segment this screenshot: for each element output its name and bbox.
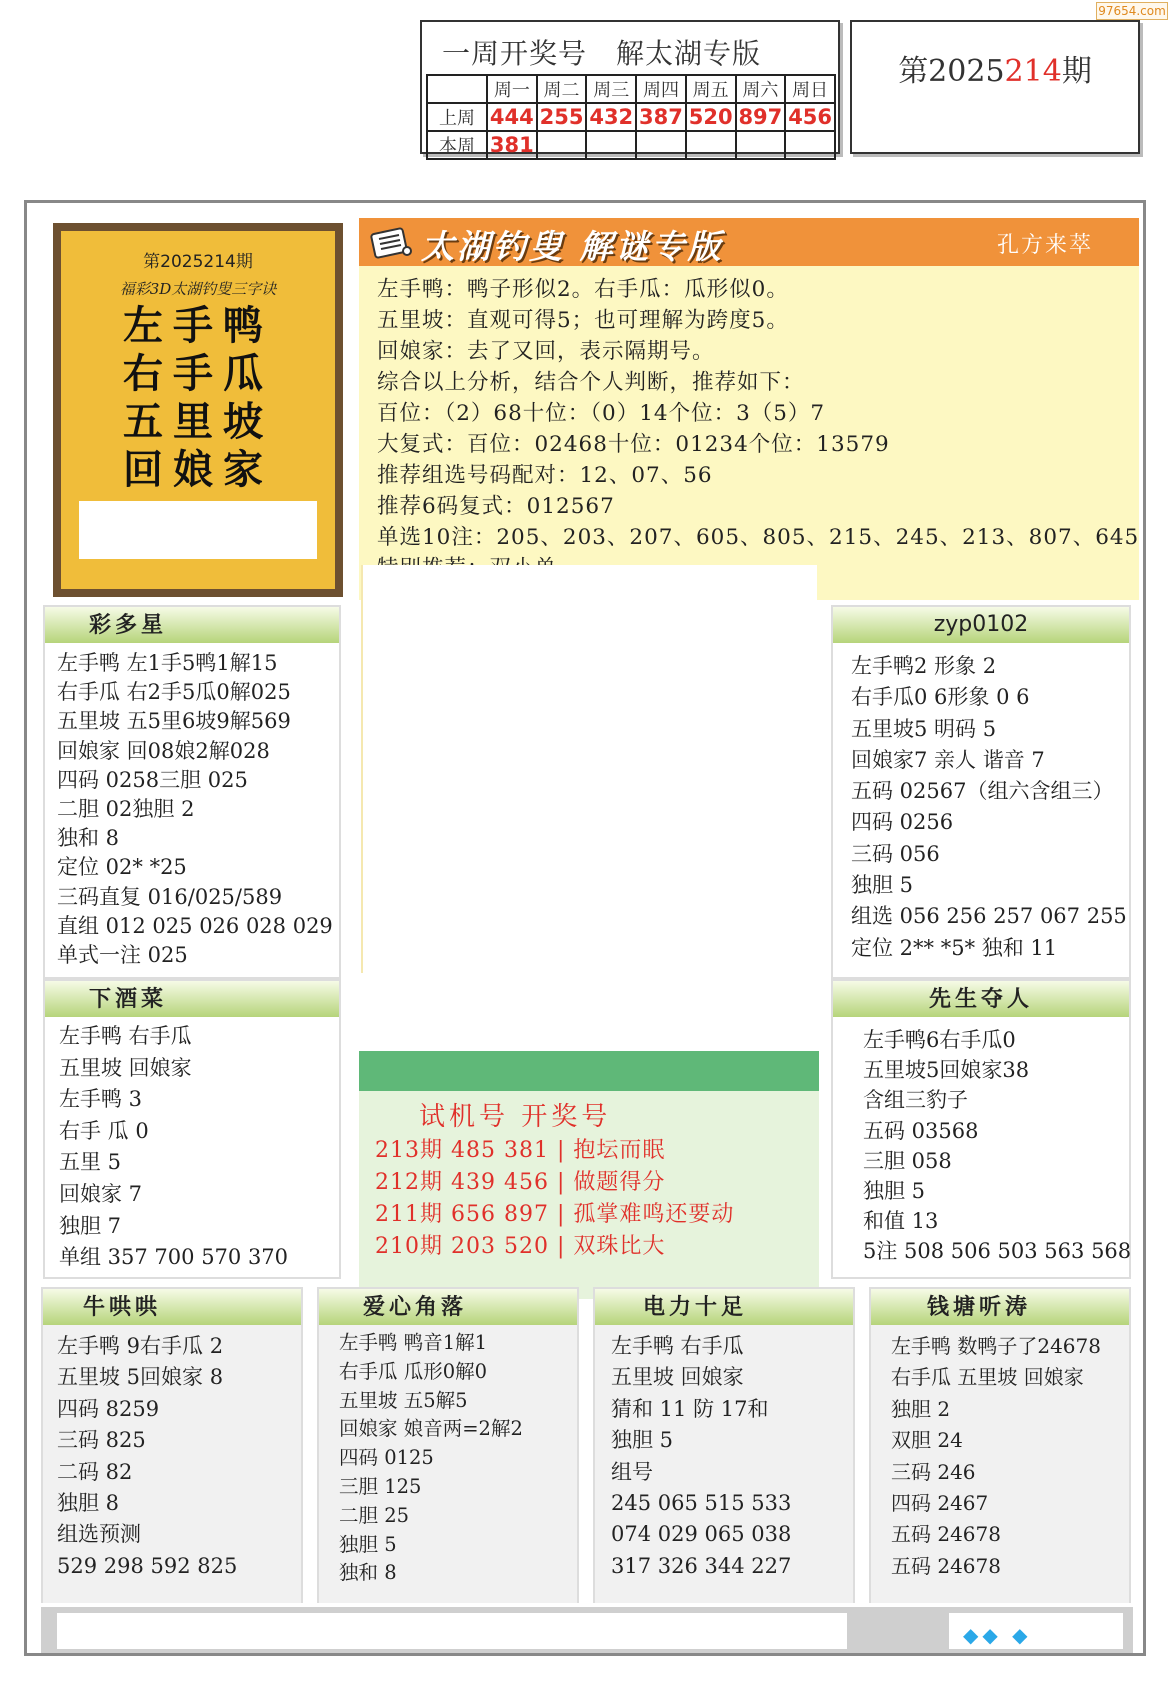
poem-line: 右手瓜 [123, 350, 273, 397]
caiduoxing-line: 左手鸭 左1手5鸭1解15 [57, 651, 278, 675]
poem-period: 第2025214期 [143, 252, 253, 272]
xiajiucai-line: 右手 瓜 0 [59, 1118, 149, 1143]
last-week-number: 520 [686, 103, 736, 131]
aixin-line: 右手瓜 瓜形0解0 [339, 1359, 488, 1383]
zyp-title: zyp0102 [833, 607, 1129, 643]
analysis-line: 综合以上分析，结合个人判断，推荐如下： [377, 370, 805, 395]
caiduoxing-line: 直组 012 025 026 028 029 [57, 913, 333, 938]
analysis-line: 左手鸭：鸭子形似2。右手瓜：瓜形似0。 [377, 277, 789, 302]
weekly-day: 周一 [487, 75, 537, 103]
trial-line: 212期 439 456 | 做题得分 [375, 1170, 666, 1195]
xiajiucai-line: 回娘家 7 [59, 1181, 143, 1206]
analysis-line: 大复式：百位：02468十位：01234个位：13579 [377, 432, 890, 457]
poem-line: 回娘家 [123, 446, 273, 493]
analysis-line: 五里坡：直观可得5；也可理解为跨度5。 [377, 308, 789, 333]
weekly-day: 周六 [736, 75, 786, 103]
taihu-title: 太湖钓叟 解谜专版 [421, 227, 724, 266]
aixin-line: 二胆 25 [339, 1503, 410, 1527]
niuhonghong-line: 二码 82 [57, 1459, 133, 1484]
analysis-line: 百位：（2）68十位：（0）14个位：3（5）7 [377, 401, 826, 426]
weekly-corner [427, 75, 487, 103]
zyp-box [831, 605, 1131, 979]
zyp-line: 独胆 5 [851, 873, 914, 898]
xiansheng-box [831, 979, 1131, 1279]
caiduoxing-title: 彩多星 [45, 607, 339, 643]
analysis-line: 推荐6码复式：012567 [377, 494, 615, 519]
qiantang-line: 五码 24678 [891, 1522, 1001, 1547]
niuhonghong-title: 牛哄哄 [43, 1289, 301, 1325]
xiansheng-line: 五码 03568 [863, 1118, 979, 1143]
aixin-line: 回娘家 娘音两=2解2 [339, 1417, 523, 1441]
xiajiucai-line: 五里坡 回娘家 [59, 1055, 192, 1080]
caiduoxing-line: 定位 02* *25 [57, 855, 187, 880]
qiantang-line: 右手瓜 五里坡 回娘家 [891, 1365, 1084, 1390]
this-week-number [586, 131, 636, 159]
qiantang-title: 钱塘听涛 [871, 1289, 1129, 1325]
period-number [852, 46, 1138, 90]
site-watermark: 97654.com [1096, 2, 1168, 20]
zyp-line: 组选 056 256 257 067 255 [851, 904, 1127, 929]
xiajiucai-line: 左手鸭 3 [59, 1087, 143, 1112]
aixin-box [317, 1287, 579, 1603]
aixin-line: 五里坡 五5解5 [339, 1388, 468, 1412]
qiantang-line: 四码 2467 [891, 1491, 989, 1516]
xiajiucai-line: 左手鸭 右手瓜 [59, 1024, 192, 1048]
xiajiucai-line: 独胆 7 [59, 1213, 122, 1238]
caiduoxing-box [43, 605, 341, 979]
main-frame [24, 200, 1146, 1656]
niuhonghong-line: 三码 825 [57, 1428, 146, 1453]
xiajiucai-title: 下酒菜 [45, 981, 339, 1017]
this-week-number [636, 131, 686, 159]
center-blank-area [361, 565, 817, 973]
analysis-line: 单选10注：205、203、207、605、805、215、245、213、807、645 [377, 525, 1140, 550]
last-week-number: 387 [636, 103, 686, 131]
taihu-author: 孔方来萃 [996, 233, 1093, 258]
analysis-line: 推荐组选号码配对：12、07、56 [377, 463, 713, 488]
this-week-number [686, 131, 736, 159]
aixin-line: 独胆 5 [339, 1532, 397, 1556]
bottom-blank [57, 1613, 847, 1649]
zyp-line: 回娘家7 亲人 谐音 7 [851, 747, 1045, 772]
xiajiucai-line: 单组 357 700 570 370 [59, 1245, 289, 1270]
weekly-day: 周三 [586, 75, 636, 103]
aixin-line: 左手鸭 鸭音1解1 [339, 1331, 488, 1354]
analysis-line: 回娘家：去了又回，表示隔期号。 [377, 339, 715, 364]
aixin-title: 爱心角落 [319, 1289, 577, 1325]
aixin-line: 独和 8 [339, 1561, 397, 1585]
period-prefix: 第2025 [898, 54, 1005, 89]
this-week-label: 本周 [427, 131, 487, 159]
niuhonghong-line: 五里坡 5回娘家 8 [57, 1365, 224, 1390]
poem-line: 五里坡 [123, 398, 273, 445]
period-suffix: 期 [1061, 54, 1092, 89]
niuhonghong-line: 左手鸭 9右手瓜 2 [57, 1334, 224, 1358]
xiansheng-line: 三胆 058 [863, 1148, 952, 1173]
niuhonghong-line: 独胆 8 [57, 1491, 120, 1516]
trial-box [359, 1091, 819, 1299]
poem-subtitle: 福彩3D太湖钓叟三字诀 [119, 280, 277, 298]
xiajiucai-box [43, 979, 341, 1279]
weekly-header-row [427, 75, 835, 103]
weekly-day: 周日 [785, 75, 835, 103]
diamond-icon: ◆◆ ◆ [963, 1623, 1032, 1647]
bottom-bar [41, 1607, 1133, 1653]
trial-header-bar [359, 1051, 819, 1091]
this-week-number: 381 [487, 131, 537, 159]
weekly-title: 一周开奖号 解太湖专版 [442, 37, 762, 70]
taihu-header [359, 218, 1139, 266]
this-week-number [537, 131, 587, 159]
caiduoxing-line: 三码直复 016/025/589 [57, 884, 283, 909]
xiansheng-title: 先生夺人 [833, 981, 1129, 1017]
dianli-box [593, 1287, 855, 1603]
dianli-line: 074 029 065 038 [611, 1522, 792, 1547]
qiantang-line: 五码 24678 [891, 1553, 1001, 1578]
qiantang-line: 三码 246 [891, 1459, 976, 1484]
this-week-number [736, 131, 786, 159]
weekly-draw-box [420, 20, 840, 157]
niuhonghong-line: 组选预测 [57, 1522, 141, 1547]
last-week-row [427, 103, 835, 131]
weekly-day: 周五 [686, 75, 736, 103]
last-week-number: 432 [586, 103, 636, 131]
last-week-number: 255 [537, 103, 587, 131]
last-week-number: 897 [736, 103, 786, 131]
dianli-line: 独胆 5 [611, 1428, 674, 1453]
xiansheng-line: 和值 13 [863, 1209, 939, 1234]
dianli-line: 组号 [611, 1459, 653, 1484]
this-week-row [427, 131, 835, 159]
weekly-day: 周二 [537, 75, 587, 103]
qiantang-box [869, 1287, 1131, 1603]
trial-title: 试机号 开奖号 [419, 1102, 612, 1132]
xiansheng-line: 五里坡5回娘家38 [863, 1058, 1030, 1083]
aixin-line: 四码 0125 [339, 1446, 434, 1470]
zyp-line: 左手鸭2 形象 2 [851, 654, 997, 678]
poem-box [53, 223, 343, 597]
zyp-line: 四码 0256 [851, 810, 954, 835]
poem-blank-area [79, 501, 317, 559]
caiduoxing-line: 独和 8 [57, 826, 120, 851]
caiduoxing-line: 右手瓜 右2手5瓜0解025 [57, 680, 291, 705]
dianli-title: 电力十足 [595, 1289, 853, 1325]
weekly-table [426, 74, 836, 160]
period-highlight: 214 [1004, 54, 1062, 89]
zyp-line: 右手瓜0 6形象 0 6 [851, 685, 1030, 710]
qiantang-line: 左手鸭 数鸭子了24678 [891, 1334, 1101, 1358]
scroll-icon [369, 225, 413, 259]
dianli-line: 左手鸭 右手瓜 [611, 1334, 744, 1358]
caiduoxing-line: 回娘家 回08娘2解028 [57, 738, 270, 763]
taihu-analysis [359, 266, 1139, 600]
weekly-day: 周四 [636, 75, 686, 103]
this-week-number [785, 131, 835, 159]
last-week-number: 444 [487, 103, 537, 131]
aixin-line: 三胆 125 [339, 1474, 422, 1498]
caiduoxing-line: 二胆 02独胆 2 [57, 797, 195, 822]
trial-line: 211期 656 897 | 孤掌难鸣还要动 [375, 1202, 735, 1227]
poem-inner [61, 231, 335, 589]
trial-line: 213期 485 381 | 抱坛而眠 [375, 1138, 666, 1163]
zyp-line: 三码 056 [851, 841, 940, 866]
dianli-line: 317 326 344 227 [611, 1553, 792, 1578]
niuhonghong-line: 四码 8259 [57, 1396, 160, 1421]
caiduoxing-line: 五里坡 五5里6坡9解569 [57, 709, 291, 734]
xiansheng-line: 左手鸭6右手瓜0 [863, 1028, 1016, 1052]
period-box [850, 20, 1140, 154]
niuhonghong-box [41, 1287, 303, 1603]
last-week-label: 上周 [427, 103, 487, 131]
zyp-line: 五里坡5 明码 5 [851, 716, 997, 741]
dianli-line: 五里坡 回娘家 [611, 1365, 744, 1390]
last-week-number: 456 [785, 103, 835, 131]
niuhonghong-line: 529 298 592 825 [57, 1553, 238, 1578]
zyp-line: 五码 02567（组六含组三） [851, 779, 1114, 804]
xiajiucai-line: 五里 5 [59, 1150, 122, 1175]
xiansheng-line: 5注 508 506 503 563 568 [863, 1239, 1132, 1264]
poem-line: 左手鸭 [123, 302, 273, 349]
trial-line: 210期 203 520 | 双珠比大 [375, 1234, 666, 1259]
qiantang-line: 双胆 24 [891, 1428, 963, 1453]
xiansheng-line: 独胆 5 [863, 1179, 926, 1204]
xiansheng-line: 含组三豹子 [863, 1088, 968, 1113]
caiduoxing-line: 四码 0258三胆 025 [57, 767, 248, 792]
qiantang-line: 独胆 2 [891, 1396, 951, 1421]
dianli-line: 猜和 11 防 17和 [611, 1396, 769, 1421]
caiduoxing-line: 单式一注 025 [57, 943, 188, 968]
dianli-line: 245 065 515 533 [611, 1491, 792, 1516]
zyp-line: 定位 2** *5* 独和 11 [851, 935, 1058, 960]
